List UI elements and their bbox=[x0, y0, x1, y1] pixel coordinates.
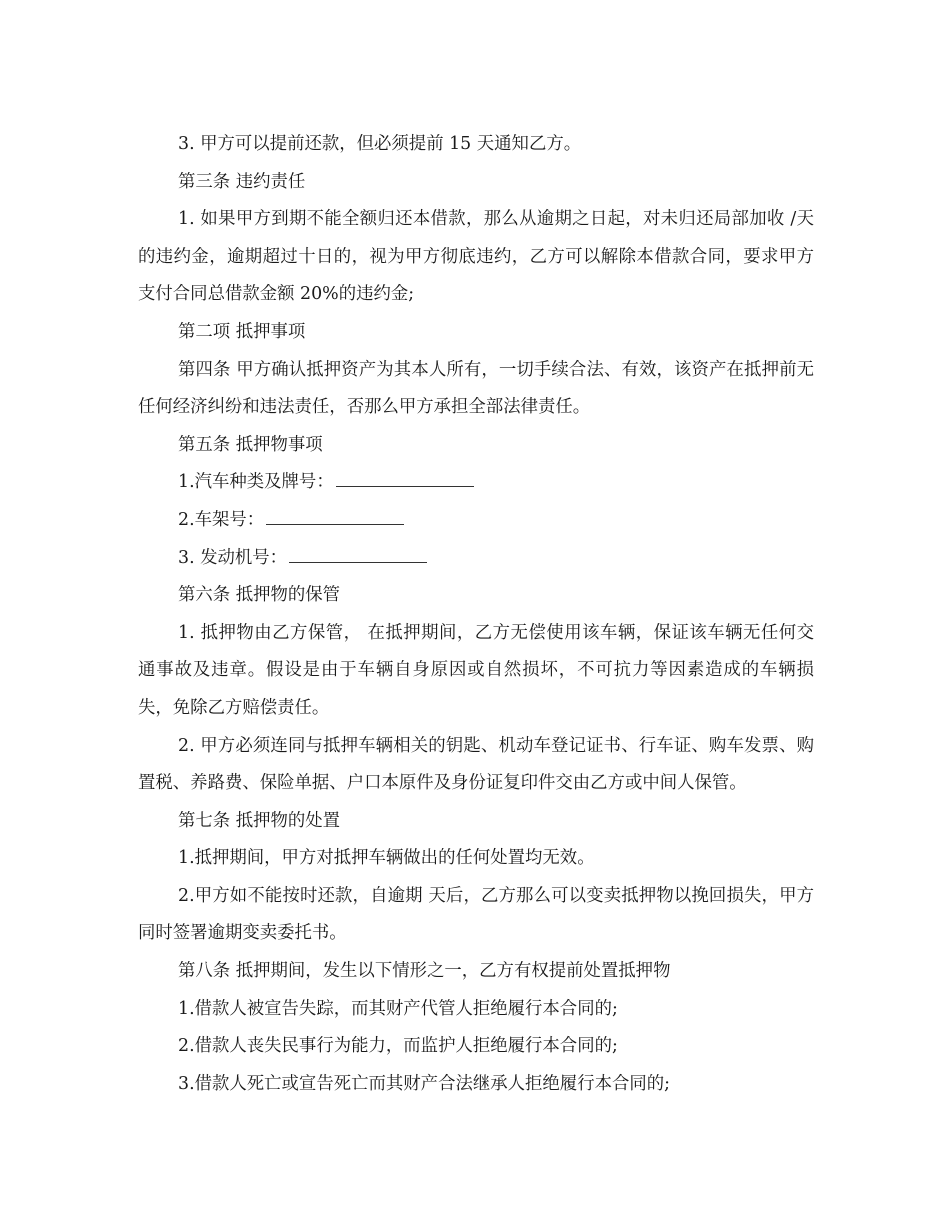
heading-article-5: 第五条 抵押物事项 bbox=[178, 434, 323, 455]
heading-article-6: 第六条 抵押物的保管 bbox=[178, 585, 341, 606]
paragraph-article-4: 第四条 甲方确认抵押资产为其本人所有，一切手续合法、有效，该资产在抵押前无任何经济纠纷和违法责任，否那么甲方承担全部法律责任。 bbox=[138, 359, 814, 418]
paragraph-condition-2: 2.借款人丧失民事行为能力，而监护人拒绝履行本合同的; bbox=[178, 1036, 618, 1057]
heading-article-7: 第七条 抵押物的处置 bbox=[178, 810, 341, 831]
heading-article-3: 第三条 违约责任 bbox=[178, 171, 306, 192]
paragraph-condition-1: 1.借款人被宣告失踪，而其财产代管人拒绝履行本合同的; bbox=[178, 998, 618, 1019]
paragraph-disposal-2: 2.甲方如不能按时还款，自逾期 天后，乙方那么可以变卖抵押物以挽回损失，甲方同时签署逾期变卖委托书。 bbox=[138, 885, 814, 944]
vehicle-type-blank bbox=[336, 472, 474, 487]
field-engine-number bbox=[138, 540, 814, 578]
paragraph-breach-penalty: 1. 如果甲方到期不能全额归还本借款，那么从逾期之日起，对未归还局部加收 /天 的违约金，逾期超过十日的，视为甲方彻底违约，乙方可以解除本借款合同，要求甲方支付合同总借款金额 20%的违约金; bbox=[138, 209, 814, 305]
heading-section-2: 第二项 抵押事项 bbox=[178, 321, 306, 342]
frame-number-blank bbox=[266, 510, 404, 525]
engine-number-blank bbox=[289, 548, 427, 563]
document-page bbox=[138, 126, 814, 1103]
paragraph-condition-3: 3.借款人死亡或宣告死亡而其财产合法继承人拒绝履行本合同的; bbox=[178, 1073, 671, 1094]
paragraph-custody-1: 1. 抵押物由乙方保管， 在抵押期间，乙方无偿使用该车辆，保证该车辆无任何交通事故及违章。假设是由于车辆自身原因或自然损坏，不可抗力等因素造成的车辆损失，免除乙方赔偿责任。 bbox=[138, 622, 814, 718]
field-vehicle-type bbox=[138, 464, 814, 502]
field-vehicle-type-label: 1.汽车种类及牌号： bbox=[178, 472, 334, 493]
field-frame-number-label: 2.车架号： bbox=[178, 509, 265, 530]
paragraph-disposal-1: 1.抵押期间，甲方对抵押车辆做出的任何处置均无效。 bbox=[178, 848, 595, 869]
field-frame-number bbox=[138, 502, 814, 540]
heading-article-8: 第八条 抵押期间，发生以下情形之一，乙方有权提前处置抵押物 bbox=[178, 961, 671, 982]
paragraph-repayment-notice: 3. 甲方可以提前还款，但必须提前 15 天通知乙方。 bbox=[178, 134, 582, 154]
paragraph-custody-2: 2. 甲方必须连同与抵押车辆相关的钥匙、机动车登记证书、行车证、购车发票、购置税、养路费、保险单据、户口本原件及身份证复印件交由乙方或中间人保管。 bbox=[138, 735, 814, 794]
field-engine-number-label: 3. 发动机号： bbox=[178, 547, 288, 568]
